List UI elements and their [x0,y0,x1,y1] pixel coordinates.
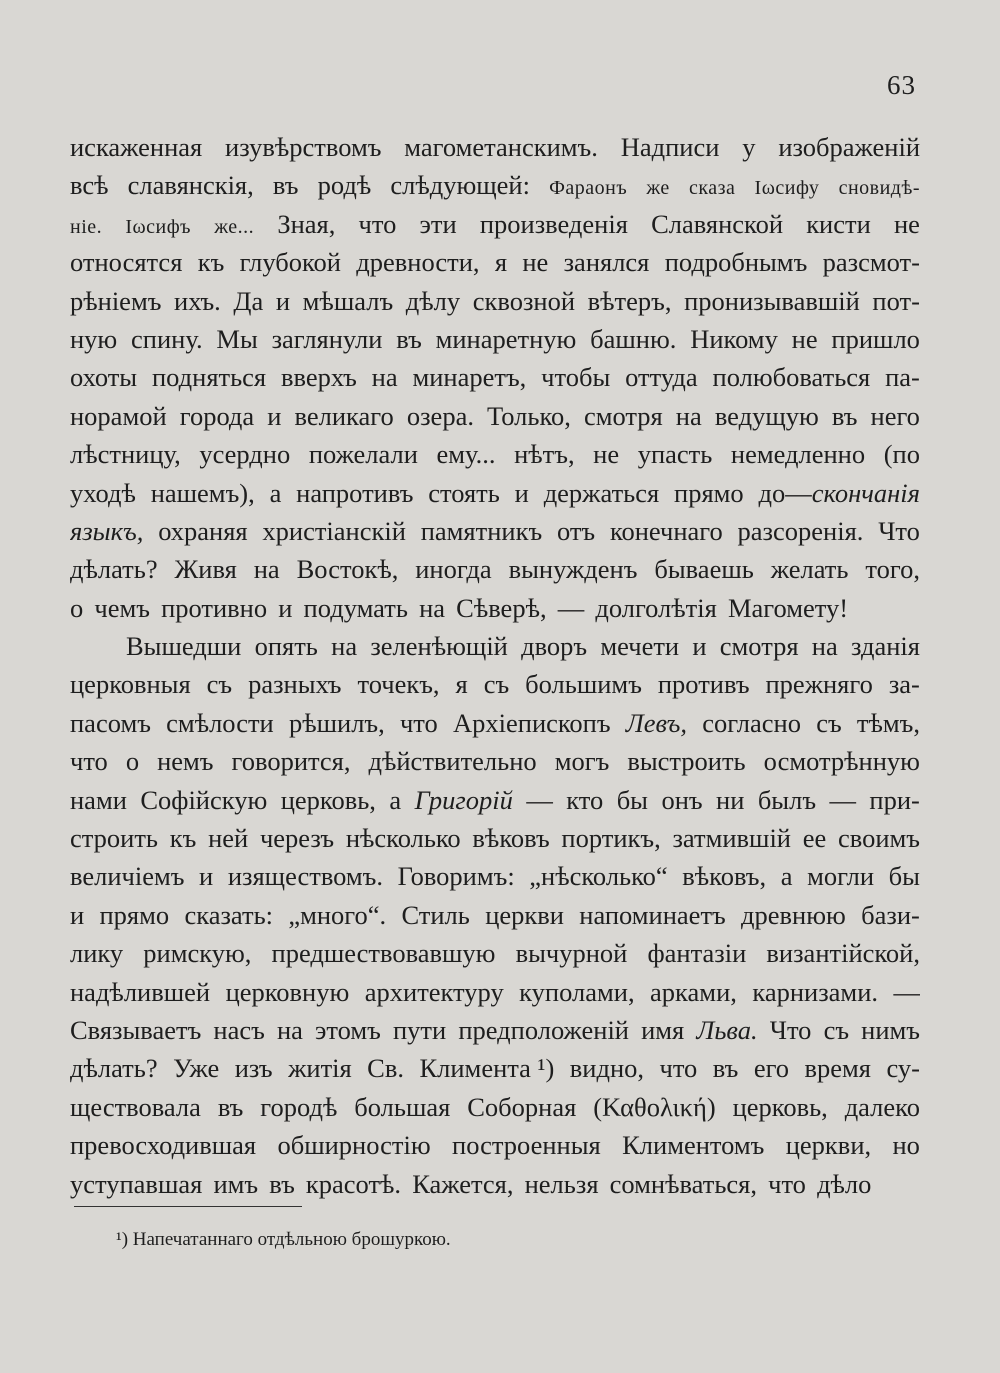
word: имя [641,1014,685,1045]
word: не [893,208,920,239]
word: изувѣрствомъ [225,132,382,162]
word: Стиль [401,899,470,930]
word: прямо [99,899,170,930]
word: Надписи [620,132,720,162]
word: церковныя [70,669,191,700]
word: портикъ, [561,823,661,854]
text-line [70,627,920,665]
word: разсоренiя. [737,515,864,546]
word: предшествовавшую [271,938,496,969]
word: и [199,861,214,892]
footnote-rule [74,1206,302,1207]
word: Зная, [277,208,336,239]
word: изяществомъ. [227,861,384,892]
paragraph-2 [70,627,920,1203]
text-line [70,166,920,204]
word: строить [70,823,159,854]
word: озера. [406,400,474,431]
word: вычурной [515,938,628,969]
word: Соборная [467,1091,577,1122]
word: церкви, [785,1130,872,1161]
word: отъ [556,515,596,546]
word: къ [169,823,197,854]
word: и [514,477,529,508]
word: церкви [485,899,564,930]
word: я [494,247,508,278]
word: нашемъ), [150,477,255,508]
word: немъ [157,746,214,777]
word: церковную [225,976,350,1007]
word: охраняя [158,515,248,546]
word: оттуда [625,362,698,393]
footnote: ¹) Напечатаннаго отдѣльною брошуркою. [116,1229,451,1250]
text-line [70,973,920,1011]
word: выстроить [627,746,746,777]
word: дѣлать? [70,1053,158,1084]
word: эти [419,208,457,239]
word: держаться [543,477,660,508]
word: пронизывавшiй [684,285,860,316]
word: древности, [356,247,480,278]
word: лѣстницу, [70,439,181,470]
word: на [419,592,446,623]
word: сказа [688,177,736,200]
word: (по [883,439,920,470]
word: су- [886,1053,920,1084]
word: и [267,400,282,431]
word: — [557,592,585,623]
word: минаретную [435,323,577,354]
word: ему... [436,439,496,470]
text-line [70,320,920,358]
word: вѣковъ [472,823,550,854]
word: фантазiи [647,938,747,969]
word: стоять [428,477,500,508]
word: напоминаетъ [579,899,726,930]
word: усердно [199,439,291,470]
word: точекъ, [357,669,440,700]
word: не [522,247,549,278]
word: при- [869,784,920,815]
word: затмившiй [672,823,791,854]
word: сказать: [184,899,274,930]
word: арками, [650,976,737,1007]
word: христiанскiй [262,515,406,546]
word: конечнаго [609,515,723,546]
word: Магомету! [727,592,849,623]
word: сомнѣваться, [609,1168,757,1199]
word: не [791,323,818,354]
word: что [399,707,438,738]
word: — [829,784,856,815]
word: нѣтъ, [514,439,575,470]
word: мѣшалъ [302,285,394,316]
word: немедленно [730,439,866,470]
word: далеко [844,1091,920,1122]
word: насъ [213,1014,265,1045]
word: городѣ [260,1091,338,1122]
word: Говоримъ: [397,861,515,892]
word: ни [716,784,745,815]
word: Связываетъ [70,1014,202,1045]
text-line [70,205,920,243]
word: превосходившая [70,1130,257,1161]
page-number: 63 [887,70,916,100]
word: пожелали [308,439,418,470]
word: иногда [415,554,492,585]
word: Левъ, [625,707,688,738]
text-line [70,1165,920,1203]
text-line [70,550,920,588]
text-line [70,1088,920,1126]
word: на [811,631,838,662]
word: вынужденъ [508,554,638,585]
word: въ [269,1168,295,1199]
word: уступавшая [70,1168,203,1199]
word: искаженная [70,132,203,162]
word: уходѣ [70,477,136,508]
word: бы [888,861,920,892]
word: въ [272,170,299,201]
text-line [70,896,920,934]
text-line [70,1049,920,1087]
word: Да [233,285,264,316]
text-line [70,128,920,166]
word: пришло [831,323,920,354]
word: полюбоваться [712,362,871,393]
word: съ [823,1014,850,1045]
word: онъ [661,784,703,815]
word: нiе. [70,215,103,238]
word: Архiепископъ [453,707,611,738]
text-line [70,934,920,972]
word: карнизами. [752,976,878,1007]
word: зеленѣющiй [370,631,508,662]
word: осмотрѣнную [763,746,920,777]
word: подумать [303,592,408,623]
word: къ [197,247,225,278]
word: противъ [657,669,750,700]
word: Кажется, [412,1168,514,1199]
word: въ [217,1091,244,1122]
word: о [125,746,140,777]
word: на [331,631,358,662]
word: Льва. [696,1014,758,1045]
word: видно, [569,1053,645,1084]
word: Iωсифу [754,177,820,200]
word: древнюю [741,899,846,930]
word: ществовала [70,1091,201,1122]
word: а [269,477,282,508]
word: куполами, [519,976,635,1007]
word: же [646,177,670,200]
word: подняться [151,362,267,393]
word: изъ [234,1053,273,1084]
word: слѣдующей: [390,170,530,201]
word: что [659,1053,698,1084]
word: мечети [600,631,680,662]
text-line [70,665,920,703]
word: Климента ¹) [419,1053,555,1084]
word: башню. [590,323,677,354]
word: дѣлу [405,285,461,316]
word: и [278,592,293,623]
word: того, [865,554,920,585]
word: согласно [702,707,801,738]
word: на [276,1014,303,1045]
word: большая [354,1091,451,1122]
word: на [675,400,702,431]
word: упасть [637,439,713,470]
word: не [593,439,620,470]
word: ихъ. [174,285,221,316]
word: черезъ [259,823,335,854]
word: а [780,861,793,892]
word: чтобы [541,362,611,393]
word: дворъ [521,631,588,662]
word: Климентомъ [622,1130,765,1161]
word: долголѣтiя [595,592,717,623]
word: ную [70,323,118,354]
word: Что [878,515,920,546]
word: охоты [70,362,138,393]
word: памятникъ [420,515,543,546]
word: бываешь [654,554,754,585]
word: тѣмъ, [856,707,920,738]
text-line [70,358,920,396]
text-line [70,857,920,895]
word: родѣ [317,170,372,201]
word: въ [831,400,858,431]
word: Григорiй [414,784,513,815]
text-line [70,742,920,780]
word: его [753,1053,790,1084]
word: подробнымъ [664,247,808,278]
word: рѣшилъ, [288,707,385,738]
word: прямо [674,477,744,508]
word: города [179,400,255,431]
word: я [455,669,468,700]
word: о [70,592,84,623]
word: житiя [288,1053,352,1084]
word: бази- [861,899,920,930]
text-line [70,589,920,627]
word: Славянской [651,208,784,239]
word: церковь, [280,784,376,815]
word: былъ [757,784,817,815]
word: говорится, [231,746,351,777]
word: (Καθολική) [593,1091,716,1122]
body-text [70,128,920,1203]
word: опять [254,631,318,662]
word: Уже [173,1053,220,1084]
word: языкъ, [70,515,144,546]
word: всѣ [70,170,109,201]
word: величiемъ [70,861,185,892]
word: смотря [583,400,663,431]
word: надѣлившей [70,976,211,1007]
word: что [358,208,397,239]
word: великаго [294,400,394,431]
word: кисти [806,208,871,239]
word: римскую, [143,938,252,969]
word: и [692,631,707,662]
word: обширностiю [277,1130,431,1161]
word: построенныя [452,1130,601,1161]
word: заглянули [271,323,383,354]
word: Никому [690,323,778,354]
word: пасомъ [70,707,151,738]
word: магометанскимъ. [404,132,598,162]
word: прежняго [765,669,873,700]
word: него [870,400,920,431]
word: и [275,285,291,316]
word: глубокой [239,247,341,278]
word: и [70,899,85,930]
word: произведенiя [479,208,628,239]
word: разсмот- [822,247,920,278]
word: съ [816,707,842,738]
word: нимъ [861,1014,920,1045]
word: ней [208,823,249,854]
word: красотѣ. [305,1168,402,1199]
text-line [70,704,920,742]
word: желать [770,554,849,585]
word: смотря [719,631,799,662]
word: — [893,976,920,1007]
word: Софiйскую [140,784,268,815]
word: лику [70,938,124,969]
word: на [253,554,280,585]
word: а [389,784,402,815]
word: предположенiй [458,1014,629,1045]
word: Живя [174,554,237,585]
word: чемъ [94,592,150,623]
word: ее [802,823,827,854]
word: Мы [216,323,258,354]
word: что [768,1168,806,1199]
word: съ [483,669,510,700]
word: па- [885,362,920,393]
word: Фараонъ [549,177,628,200]
word: Вышедши [126,631,242,662]
word: норамой [70,400,167,431]
word: архитектуру [364,976,504,1007]
word: Iωсифъ [125,215,192,238]
word: у [742,132,756,162]
word: нами [70,784,127,815]
word: вѣковъ, [682,861,767,892]
word: славянскiя, [127,170,254,201]
word: имъ [213,1168,259,1199]
word: могли [807,861,875,892]
word: изображенiй [778,132,920,162]
word: пот- [872,285,920,316]
word: Св. [367,1053,404,1084]
word: большимъ [525,669,642,700]
text-line [70,1011,920,1049]
word: нѣсколько [345,823,461,854]
word: рѣнiемъ [70,285,162,316]
word: — [526,784,553,815]
word: смѣлости [166,707,274,738]
word: же... [214,215,255,238]
text-line [70,512,920,550]
text-line [70,1126,920,1164]
word: за- [888,669,920,700]
word: въ [712,1053,739,1084]
word: Что [769,1014,812,1045]
word: Востокѣ, [296,554,399,585]
text-line [70,397,920,435]
word: до—скончанiя [758,477,920,508]
word: сновидѣ- [838,177,920,200]
word: разныхъ [248,669,342,700]
word: сквозной [472,285,576,316]
word: напротивъ [296,477,414,508]
word: „много“. [288,899,387,930]
word: этомъ [315,1014,381,1045]
word: относятся [70,247,183,278]
word: бы [616,784,648,815]
word: дѣло [817,1168,872,1199]
word: дѣйствительно [368,746,537,777]
text-line [70,474,920,512]
word: церковь, [732,1091,828,1122]
text-line [70,243,920,281]
word: что [70,746,108,777]
word: на [371,362,398,393]
word: съ [206,669,233,700]
word: дѣлать? [70,554,158,585]
word: противно [161,592,268,623]
word: „нѣсколько“ [529,861,668,892]
text-line [70,435,920,473]
word: въ [396,323,422,354]
word: своимъ [838,823,920,854]
word: византiйской, [766,938,920,969]
word: но [892,1130,920,1161]
text-line [70,781,920,819]
word: занялся [563,247,650,278]
word: кто [566,784,604,815]
word: могъ [554,746,610,777]
word: спину. [131,323,203,354]
word: Только, [487,400,571,431]
word: вверхъ [280,362,357,393]
word: минаретъ, [412,362,527,393]
word: зданiя [850,631,920,662]
word: время [804,1053,871,1084]
word: Сѣверѣ, [456,592,547,623]
word: пути [392,1014,447,1045]
paragraph-1 [70,128,920,627]
word: ведущую [714,400,819,431]
word: нельзя [524,1168,599,1199]
word: вѣтеръ, [587,285,672,316]
text-line [70,282,920,320]
text-line [70,819,920,857]
